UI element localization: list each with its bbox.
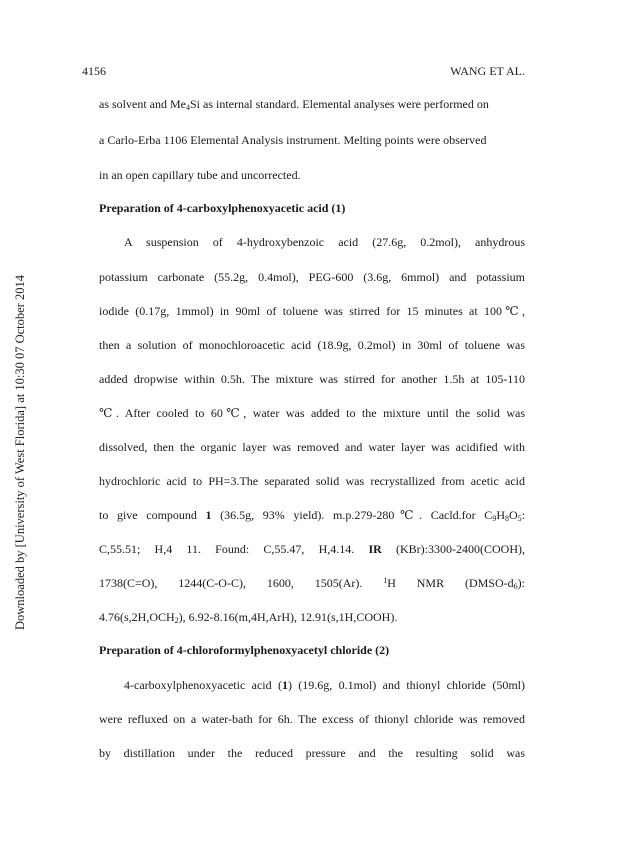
running-header-authors: WANG ET AL. [450, 64, 525, 78]
text-line: then a solution of monochloroacetic acid (18.9g, 0.2mol) in 30ml of toluene was [99, 338, 525, 352]
text-line: 4-carboxylphenoxyacetic acid (1) (19.6g, 0.1mol) and thionyl chloride (50ml) [124, 678, 525, 692]
text-line: ℃. After cooled to 60℃, water was added to the mixture until the solid was [99, 406, 525, 420]
text-line: were refluxed on a water-bath for 6h. The excess of thionyl chloride was removed [99, 712, 525, 726]
download-watermark: Downloaded by [University of West Florida] at 10:30 07 October 2014 [13, 275, 27, 630]
text-line: in an open capillary tube and uncorrected. [99, 168, 301, 182]
text-line: C,55.51; H,4 11. Found: C,55.47, H,4.14. IR (KBr):3300-2400(COOH), [99, 542, 525, 556]
text-line: hydrochloric acid to PH=3.The separated solid was recrystallized from acetic acid [99, 474, 525, 488]
text-line: iodide (0.17g, 1mmol) in 90ml of toluene was stirred for 15 minutes at 100℃, [99, 304, 525, 318]
text-line: to give compound 1 (36.5g, 93% yield). m.p.279-280℃. Cacld.for $C_9H_8O_5$: [99, 508, 525, 522]
text-line: potassium carbonate (55.2g, 0.4mol), PEG-600 (3.6g, 6mmol) and potassium [99, 270, 525, 284]
text-line: $4.76(s,2H,OCH_2)$, 6.92-8.16(m,4H,ArH), 12.91(s,1H,COOH). [99, 610, 398, 625]
text-line: a Carlo-Erba 1106 Elemental Analysis instrument. Melting points were observed [99, 133, 487, 147]
page-number: 4156 [82, 64, 106, 78]
text-line: 1738(C=O), 1244(C-O-C), 1600, 1505(Ar). $^1$H NMR $(DMSO-d_6)$: [99, 576, 525, 590]
text-line: by distillation under the reduced pressure and the resulting solid was [99, 746, 525, 760]
text-line: added dropwise within 0.5h. The mixture was stirred for another 1.5h at 105-110 [99, 372, 525, 386]
section-heading: Preparation of 4-chloroformylphenoxyacetyl chloride (2) [99, 643, 390, 657]
text-line: dissolved, then the organic layer was removed and water layer was acidified with [99, 440, 525, 454]
text-line: as solvent and $Me_4Si$ as internal standard. Elemental analyses were performed on [99, 97, 489, 112]
section-heading: Preparation of 4-carboxylphenoxyacetic acid (1) [99, 201, 346, 215]
text-line: A suspension of 4-hydroxybenzoic acid (27.6g, 0.2mol), anhydrous [124, 235, 525, 249]
